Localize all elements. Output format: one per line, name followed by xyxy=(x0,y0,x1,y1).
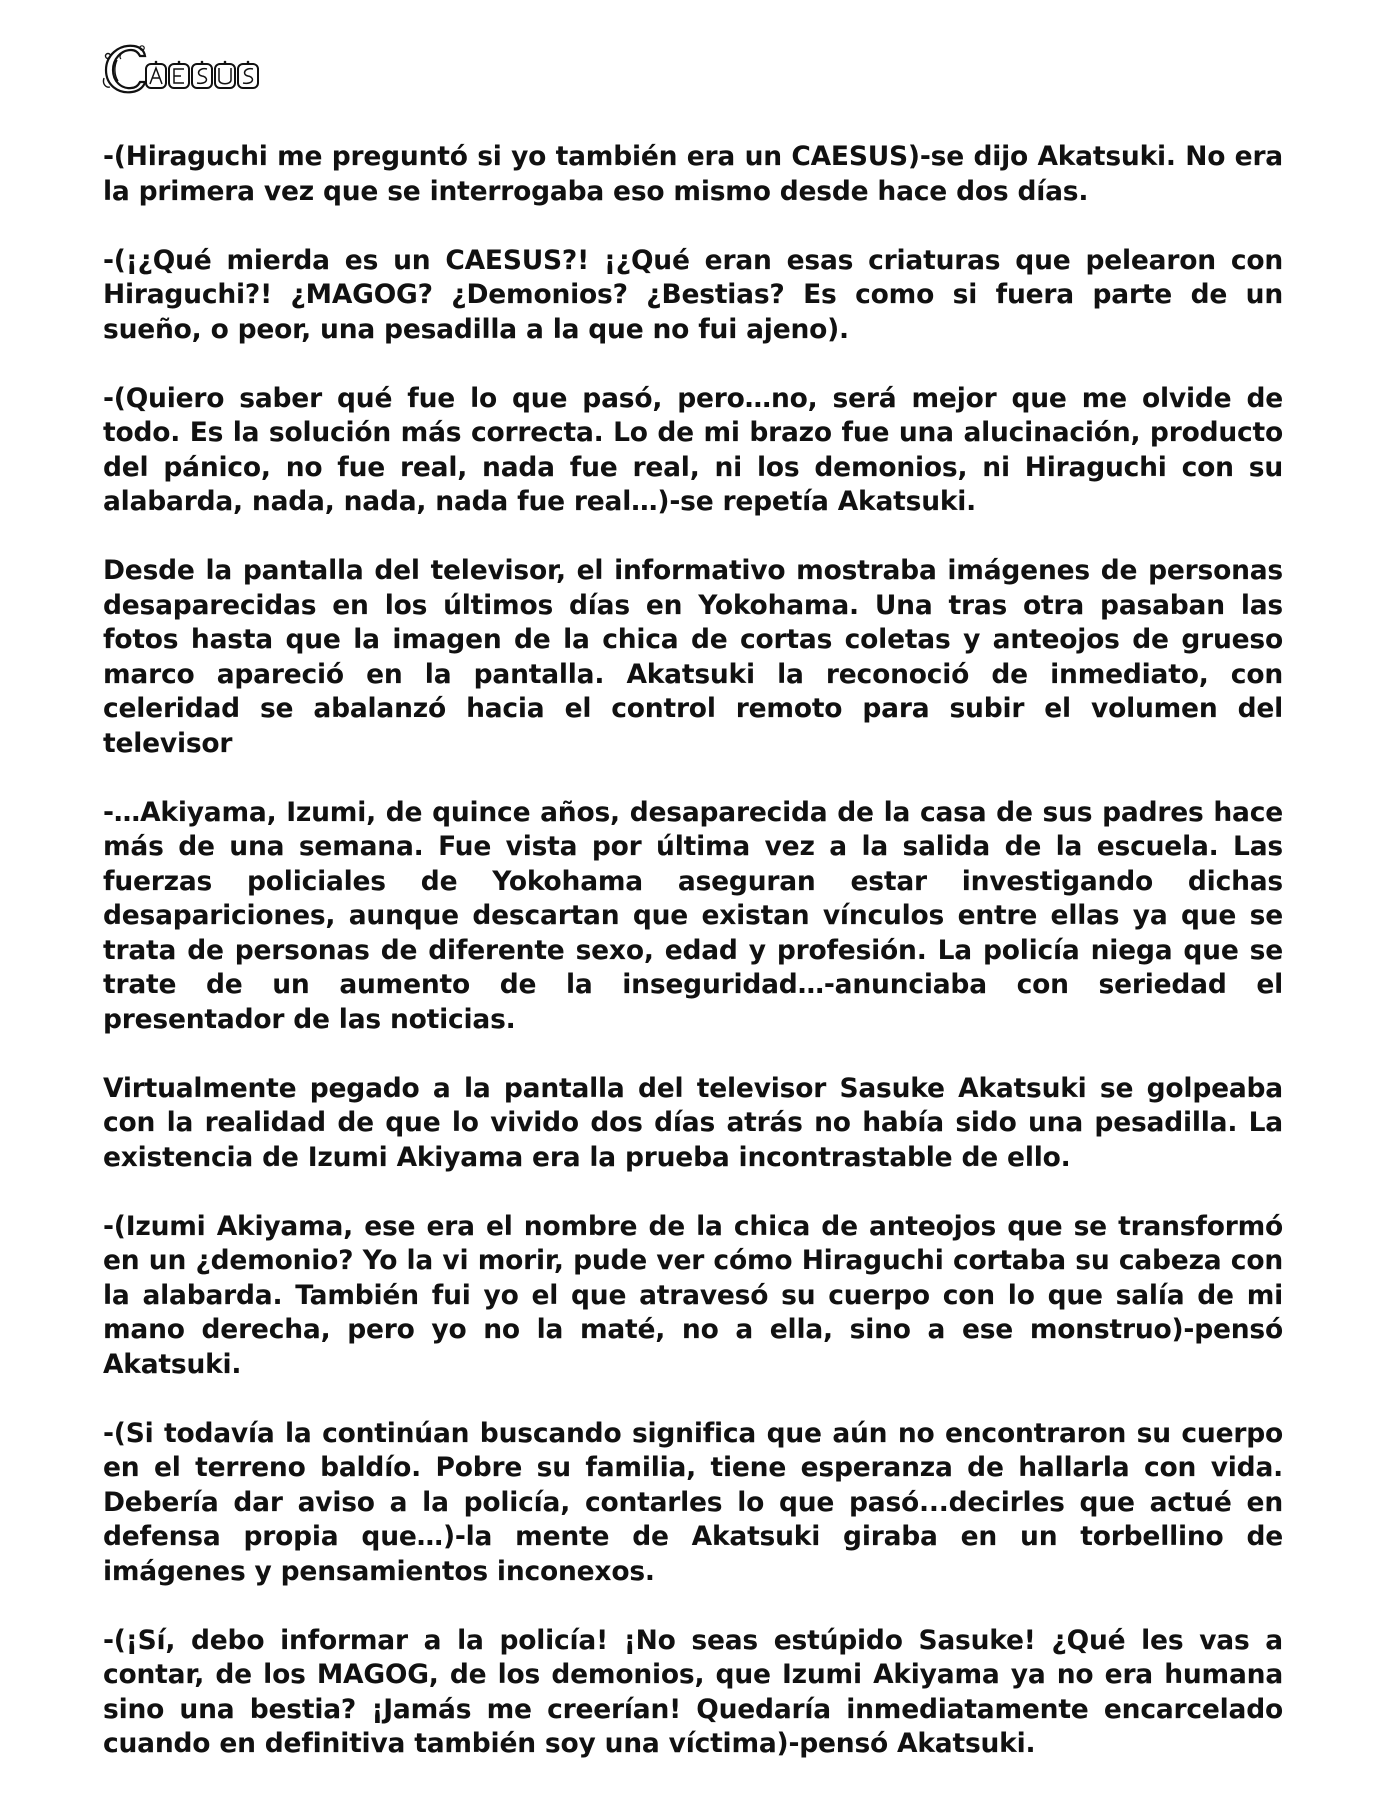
caesus-logo xyxy=(100,38,265,100)
paragraph: -(Izumi Akiyama, ese era el nombre de la chica de anteojos que se transformó en un ¿demonio? Yo la vi morir, pude ver cómo Hiraguchi cortaba su cabeza con la alabarda. También fui yo el que atravesó su cuerpo con lo que salía de mi mano derecha, pero yo no la maté, no a ella, sino a ese monstruo)-pensó Akatsuki. xyxy=(103,1210,1283,1380)
paragraph: -…Akiyama, Izumi, de quince años, desaparecida de la casa de sus padres hace más de una semana. Fue vista por última vez a la salida de la escuela. Las fuerzas policiales de Yokohama aseguran estar investigando dichas desapariciones, aunque descartan que existan vínculos entre ellas ya que se trata de personas de diferente sexo, edad y profesión. La policía niega que se trate de un aumento de la inseguridad…-anunciaba con seriedad el presentador de las noticias. xyxy=(103,796,1283,1035)
paragraph: -(¡¿Qué mierda es un CAESUS?! ¡¿Qué eran esas criaturas que pelearon con Hiraguchi?! ¿MAGOG? ¿Demonios? ¿Bestias? Es como si fuera parte de un sueño, o peor, una pesadilla a la que no fui ajeno). xyxy=(103,244,1283,345)
paragraph: Virtualmente pegado a la pantalla del televisor Sasuke Akatsuki se golpeaba con la realidad de que lo vivido dos días atrás no había sido una pesadilla. La existencia de Izumi Akiyama era la prueba incontrastable de ello. xyxy=(103,1072,1283,1173)
document-body xyxy=(103,140,1283,1796)
paragraph: Desde la pantalla del televisor, el informativo mostraba imágenes de personas desaparecidas en los últimos días en Yokohama. Una tras otra pasaban las fotos hasta que la imagen de la chica de cortas coletas y anteojos de grueso marco apareció en la pantalla. Akatsuki la reconoció de inmediato, con celeridad se abalanzó hacia el control remoto para subir el volumen del televisor xyxy=(103,555,1283,759)
ornate-wordmark-icon xyxy=(100,38,265,100)
paragraph: -(¡Sí, debo informar a la policía! ¡No seas estúpido Sasuke! ¿Qué les vas a contar, de los MAGOG, de los demonios, que Izumi Akiyama ya no era humana sino una bestia? ¡Jamás me creerían! Quedaría inmediatamente encarcelado cuando en definitiva también soy una víctima)-pensó Akatsuki. xyxy=(103,1624,1283,1759)
paragraph: -(Si todavía la continúan buscando significa que aún no encontraron su cuerpo en el terreno baldío. Pobre su familia, tiene esperanza de hallarla con vida. Debería dar aviso a la policía, contarles lo que pasó...decirles que actué en defensa propia que…)-la mente de Akatsuki giraba en un torbellino de imágenes y pensamientos inconexos. xyxy=(103,1417,1283,1587)
paragraph: -(Quiero saber qué fue lo que pasó, pero…no, será mejor que me olvide de todo. Es la solución más correcta. Lo de mi brazo fue una alucinación, producto del pánico, no fue real, nada fue real, ni los demonios, ni Hiraguchi con su alabarda, nada, nada, nada fue real…)-se repetía Akatsuki. xyxy=(103,382,1283,517)
paragraph: -(Hiraguchi me preguntó si yo también era un CAESUS)-se dijo Akatsuki. No era la primera vez que se interrogaba eso mismo desde hace dos días. xyxy=(103,141,1283,207)
